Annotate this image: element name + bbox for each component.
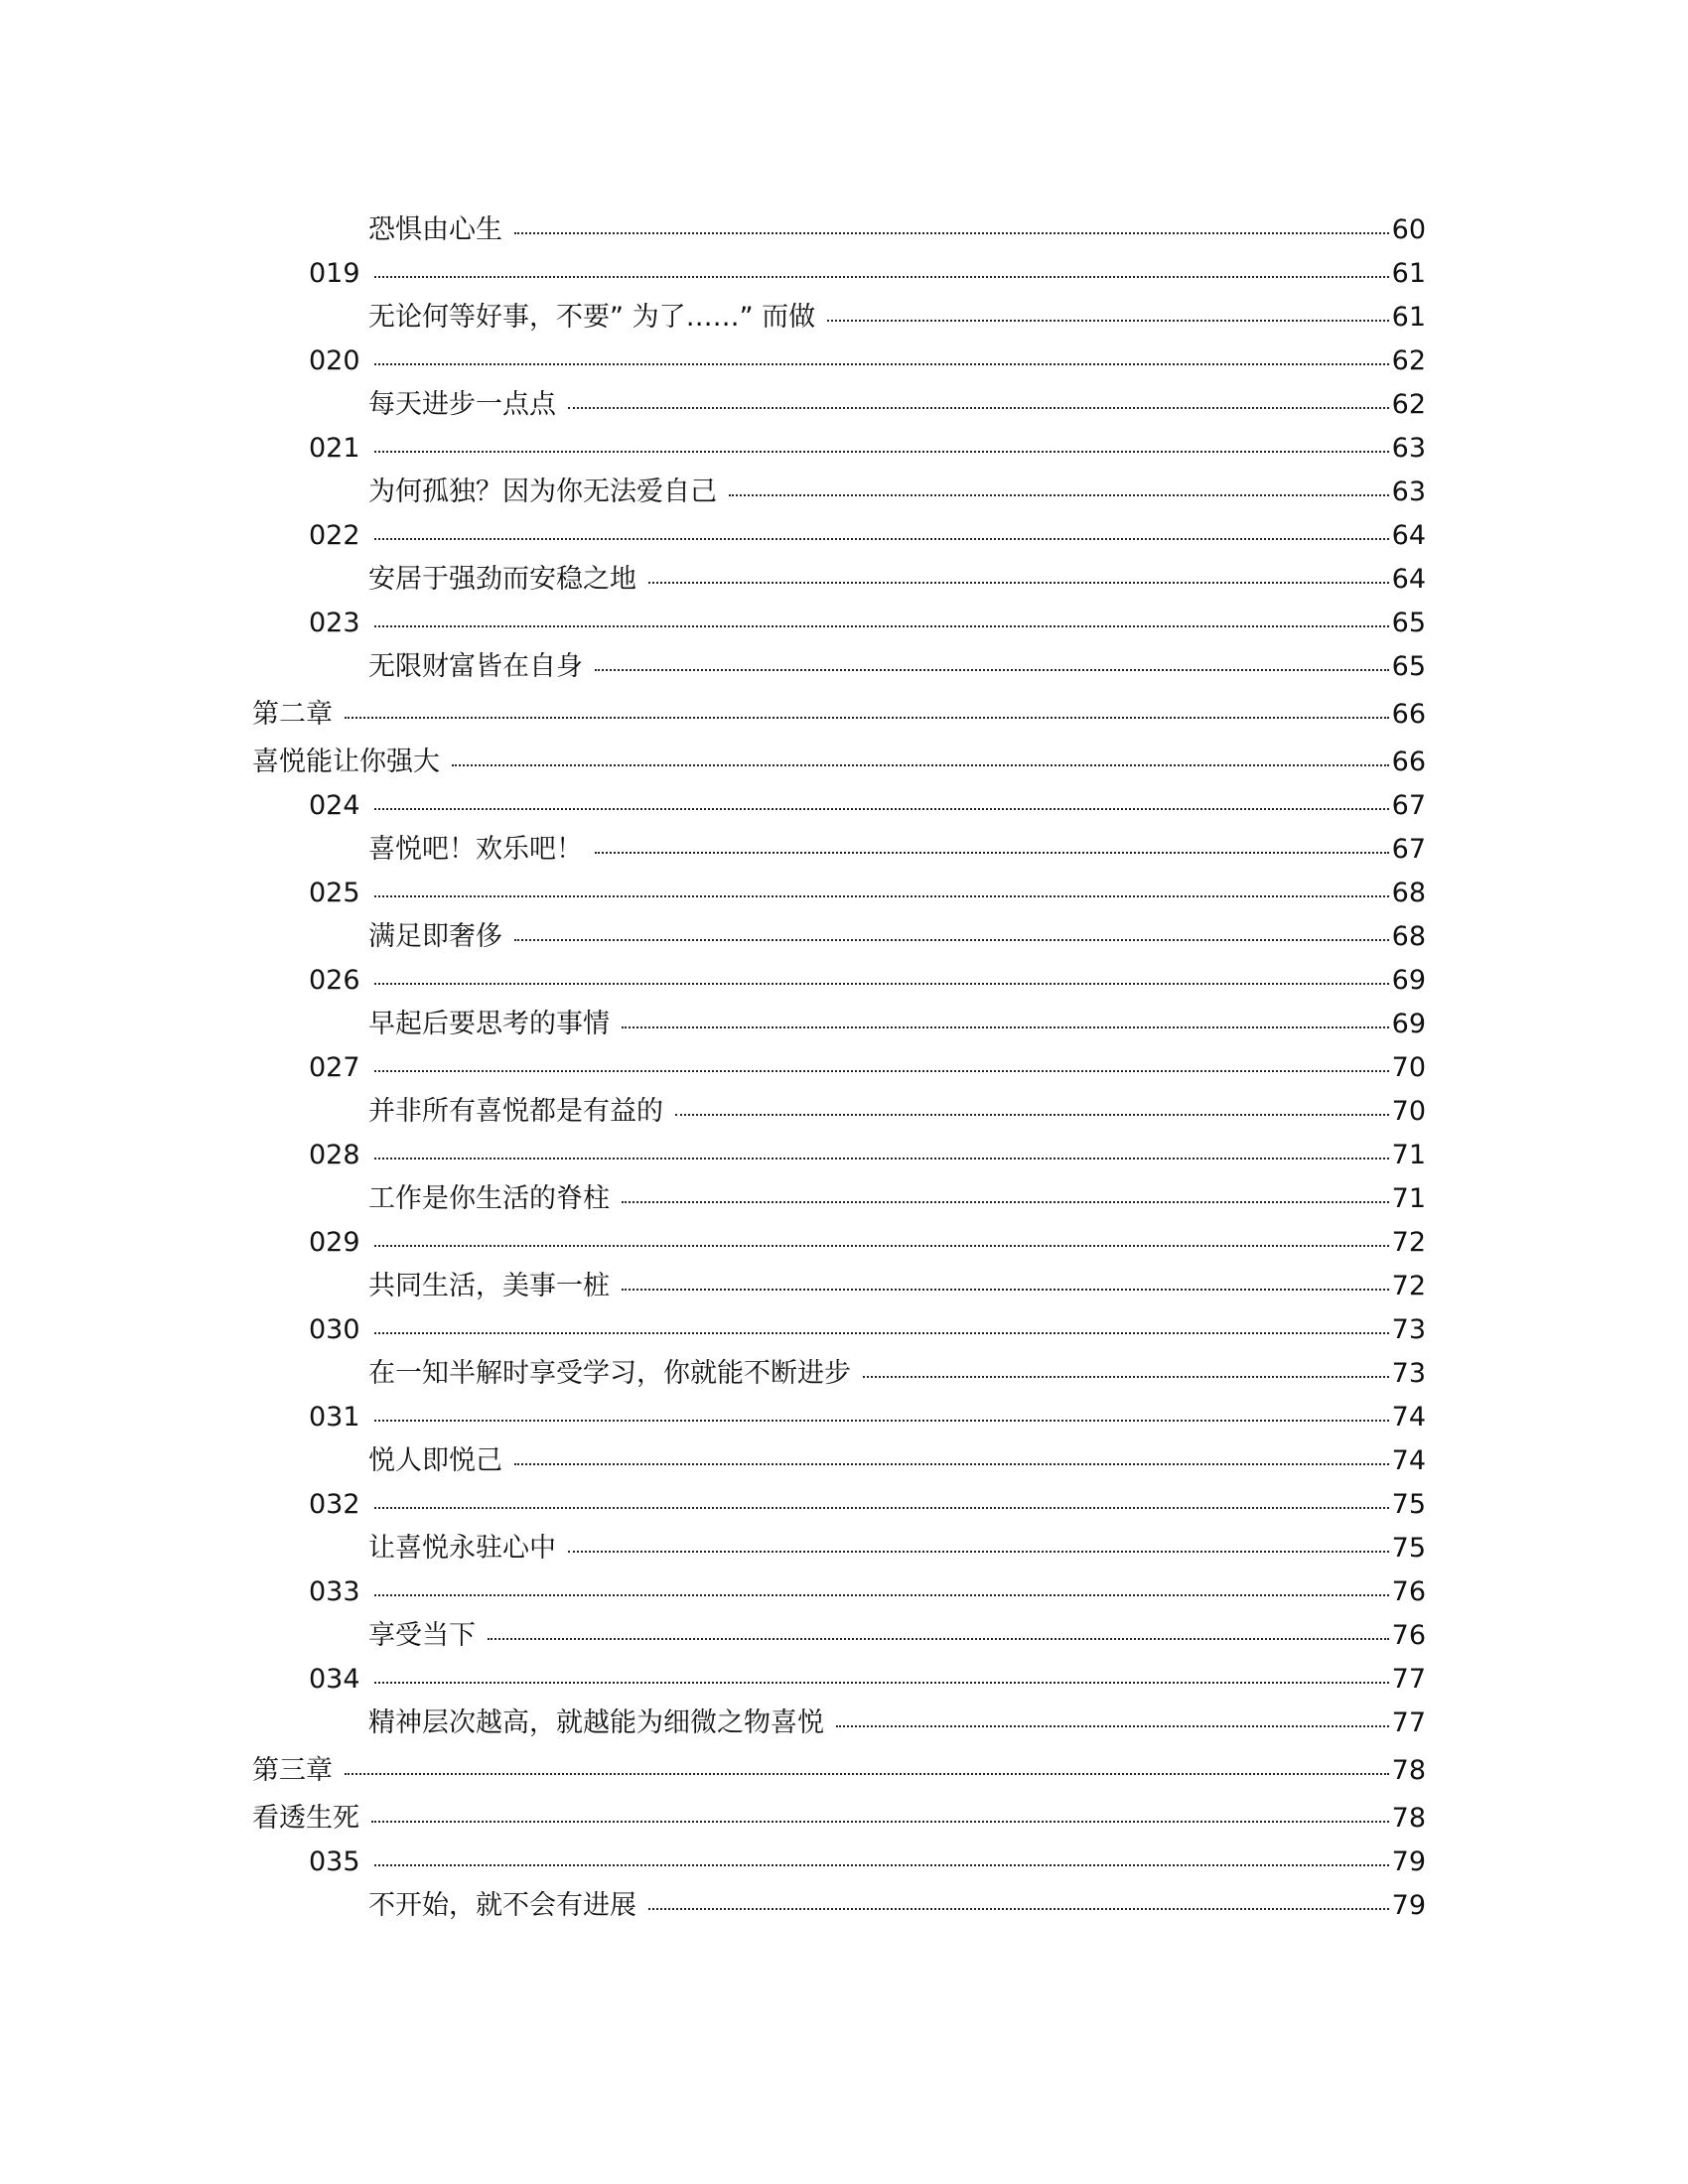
toc-entry[interactable] [368, 1620, 1426, 1652]
toc-leader [622, 1201, 1389, 1203]
toc-entry[interactable] [252, 747, 1426, 778]
toc-entry[interactable] [368, 834, 1426, 866]
toc-entry-page: 77 [1391, 1664, 1426, 1695]
toc-entry[interactable] [309, 1140, 1426, 1171]
toc-leader [488, 1638, 1389, 1640]
toc-entry-title: 精神层次越高，就越能为细微之物喜悦 [368, 1707, 824, 1738]
toc-entry-page: 74 [1391, 1445, 1426, 1476]
toc-leader [374, 625, 1389, 627]
toc-entry-title: 第二章 [252, 699, 333, 730]
toc-leader [374, 1594, 1389, 1596]
toc-entry-page: 68 [1391, 921, 1426, 952]
toc-entry[interactable] [309, 790, 1426, 822]
toc-entry-page: 74 [1391, 1402, 1426, 1433]
toc-entry[interactable] [368, 1183, 1426, 1215]
toc-entry-title: 满足即奢侈 [368, 921, 502, 952]
toc-entry[interactable] [309, 965, 1426, 997]
toc-entry-page: 79 [1391, 1890, 1426, 1921]
toc-entry-page: 61 [1391, 302, 1426, 333]
toc-leader [863, 1376, 1389, 1378]
toc-entry-title: 为何孤独？因为你无法爱自己 [368, 477, 717, 507]
toc-entry-page: 70 [1391, 1096, 1426, 1127]
toc-entry-title: 不开始，就不会有进展 [368, 1890, 636, 1921]
toc-entry[interactable] [368, 214, 1426, 246]
toc-entry-page: 70 [1391, 1052, 1426, 1083]
toc-entry-page: 62 [1391, 345, 1426, 376]
toc-leader [345, 717, 1389, 719]
toc-leader [374, 451, 1389, 453]
toc-entry-title: 035 [309, 1846, 360, 1877]
toc-entry[interactable] [252, 1755, 1426, 1787]
toc-entry[interactable] [309, 878, 1426, 909]
toc-entry-title: 024 [309, 790, 360, 821]
toc-leader [374, 1332, 1389, 1334]
toc-entry-page: 73 [1391, 1314, 1426, 1345]
toc-entry-page: 67 [1391, 834, 1426, 865]
toc-entry-page: 77 [1391, 1707, 1426, 1738]
toc-leader [622, 1289, 1389, 1291]
toc-leader [568, 407, 1389, 409]
toc-entry-title: 恐惧由心生 [368, 214, 502, 245]
toc-leader [374, 983, 1389, 985]
toc-entry-title: 享受当下 [368, 1620, 476, 1651]
toc-leader [514, 939, 1389, 941]
toc-entry[interactable] [368, 1096, 1426, 1128]
toc-entry-page: 79 [1391, 1846, 1426, 1877]
toc-entry[interactable] [368, 302, 1426, 334]
toc-entry-title: 025 [309, 878, 360, 908]
toc-entry-title: 033 [309, 1576, 360, 1607]
toc-entry-page: 64 [1391, 564, 1426, 595]
toc-entry[interactable] [309, 345, 1426, 377]
toc-leader [345, 1773, 1389, 1775]
toc-entry[interactable] [309, 1576, 1426, 1608]
toc-entry[interactable] [309, 1664, 1426, 1696]
toc-entry-title: 工作是你生活的脊柱 [368, 1183, 610, 1214]
toc-entry-page: 66 [1391, 747, 1426, 777]
toc-entry-title: 032 [309, 1489, 360, 1520]
toc-entry-page: 71 [1391, 1140, 1426, 1170]
toc-leader [675, 1114, 1389, 1116]
toc-entry-page: 66 [1391, 699, 1426, 730]
toc-leader [595, 669, 1389, 671]
toc-entry-title: 让喜悦永驻心中 [368, 1533, 556, 1564]
toc-entry-page: 69 [1391, 1009, 1426, 1039]
toc-entry[interactable] [368, 389, 1426, 421]
toc-entry-title: 看透生死 [252, 1803, 359, 1834]
toc-entry[interactable] [252, 699, 1426, 731]
toc-entry-title: 034 [309, 1664, 360, 1695]
toc-entry-page: 69 [1391, 965, 1426, 996]
toc-leader [374, 363, 1389, 365]
toc-leader [374, 895, 1389, 897]
toc-leader [595, 852, 1389, 854]
toc-entry-page: 60 [1391, 214, 1426, 245]
toc-entry[interactable] [368, 1358, 1426, 1390]
toc-entry[interactable] [368, 477, 1426, 508]
toc-entry-title: 019 [309, 258, 360, 289]
toc-entry-page: 67 [1391, 790, 1426, 821]
toc-entry[interactable] [368, 921, 1426, 953]
toc-entry-page: 63 [1391, 477, 1426, 507]
toc-entry-title: 喜悦吧！欢乐吧！ [368, 834, 583, 865]
toc-leader [374, 1864, 1389, 1866]
toc-entry-title: 每天进步一点点 [368, 389, 556, 420]
toc-entry-title: 022 [309, 520, 360, 551]
toc-entry-title: 悦人即悦己 [368, 1445, 502, 1476]
toc-entry-page: 63 [1391, 433, 1426, 464]
toc-entry-page: 75 [1391, 1533, 1426, 1564]
toc-entry-page: 68 [1391, 878, 1426, 908]
toc-leader [729, 494, 1389, 496]
toc-leader [374, 1507, 1389, 1509]
toc-leader [648, 1908, 1389, 1910]
toc-entry[interactable] [309, 433, 1426, 465]
toc-leader [374, 276, 1389, 278]
toc-entry-page: 65 [1391, 651, 1426, 682]
toc-leader [374, 1682, 1389, 1684]
toc-entry[interactable] [309, 1402, 1426, 1433]
toc-entry[interactable] [309, 608, 1426, 639]
toc-leader [514, 232, 1389, 234]
toc-entry-title: 028 [309, 1140, 360, 1170]
toc-entry-title: 020 [309, 345, 360, 376]
toc-entry-title: 026 [309, 965, 360, 996]
toc-entry-title: 029 [309, 1227, 360, 1258]
toc-entry-title: 第三章 [252, 1755, 333, 1786]
toc-entry-page: 76 [1391, 1576, 1426, 1607]
toc-leader [622, 1026, 1389, 1028]
toc-leader [374, 1158, 1389, 1160]
toc-entry-page: 72 [1391, 1271, 1426, 1301]
toc-entry-page: 71 [1391, 1183, 1426, 1214]
toc-leader [374, 808, 1389, 810]
toc-entry[interactable] [368, 564, 1426, 596]
toc-entry-page: 73 [1391, 1358, 1426, 1389]
toc-entry-page: 75 [1391, 1489, 1426, 1520]
toc-leader [836, 1725, 1389, 1727]
toc-entry[interactable] [309, 1052, 1426, 1084]
toc-entry-title: 共同生活，美事一桩 [368, 1271, 610, 1301]
toc-entry-title: 021 [309, 433, 360, 464]
toc-entry[interactable] [309, 1846, 1426, 1878]
toc-entry-page: 61 [1391, 258, 1426, 289]
toc-entry-title: 023 [309, 608, 360, 638]
toc-entry-page: 64 [1391, 520, 1426, 551]
toc-entry[interactable] [309, 1227, 1426, 1259]
toc-entry-title: 早起后要思考的事情 [368, 1009, 610, 1039]
toc-entry-title: 027 [309, 1052, 360, 1083]
toc-entry[interactable] [368, 1271, 1426, 1302]
toc-entry-page: 72 [1391, 1227, 1426, 1258]
toc-leader [374, 1070, 1389, 1072]
toc-leader [568, 1551, 1389, 1553]
toc-entry-title: 无论何等好事，不要” 为了……” 而做 [368, 302, 816, 333]
toc-entry-page: 78 [1391, 1803, 1426, 1834]
toc-entry[interactable] [368, 1707, 1426, 1739]
toc-entry[interactable] [309, 258, 1426, 290]
toc-leader [371, 1821, 1389, 1823]
toc-entry[interactable] [309, 520, 1426, 552]
toc-leader [514, 1463, 1389, 1465]
toc-entry-page: 78 [1391, 1755, 1426, 1786]
toc-entry-page: 76 [1391, 1620, 1426, 1651]
toc-leader [374, 538, 1389, 540]
toc-entry[interactable] [368, 1445, 1426, 1477]
toc-entry[interactable] [368, 1533, 1426, 1565]
toc-entry[interactable] [368, 1009, 1426, 1040]
toc-entry-title: 031 [309, 1402, 360, 1433]
toc-entry-title: 喜悦能让你强大 [252, 747, 440, 777]
toc-leader [374, 1420, 1389, 1422]
toc-entry[interactable] [309, 1314, 1426, 1346]
toc-entry[interactable] [368, 651, 1426, 683]
toc-entry[interactable] [309, 1489, 1426, 1521]
toc-entry-title: 在一知半解时享受学习，你就能不断进步 [368, 1358, 851, 1389]
toc-entry-page: 62 [1391, 389, 1426, 420]
toc-leader [827, 320, 1389, 322]
toc-entry-title: 030 [309, 1314, 360, 1345]
toc-entry[interactable] [368, 1890, 1426, 1922]
toc-entry[interactable] [252, 1803, 1426, 1835]
toc-entry-title: 并非所有喜悦都是有益的 [368, 1096, 663, 1127]
toc-entry-title: 安居于强劲而安稳之地 [368, 564, 636, 595]
toc-entry-title: 无限财富皆在自身 [368, 651, 583, 682]
toc-entry-page: 65 [1391, 608, 1426, 638]
toc-leader [374, 1245, 1389, 1247]
toc-leader [452, 764, 1389, 766]
toc-leader [648, 582, 1389, 584]
